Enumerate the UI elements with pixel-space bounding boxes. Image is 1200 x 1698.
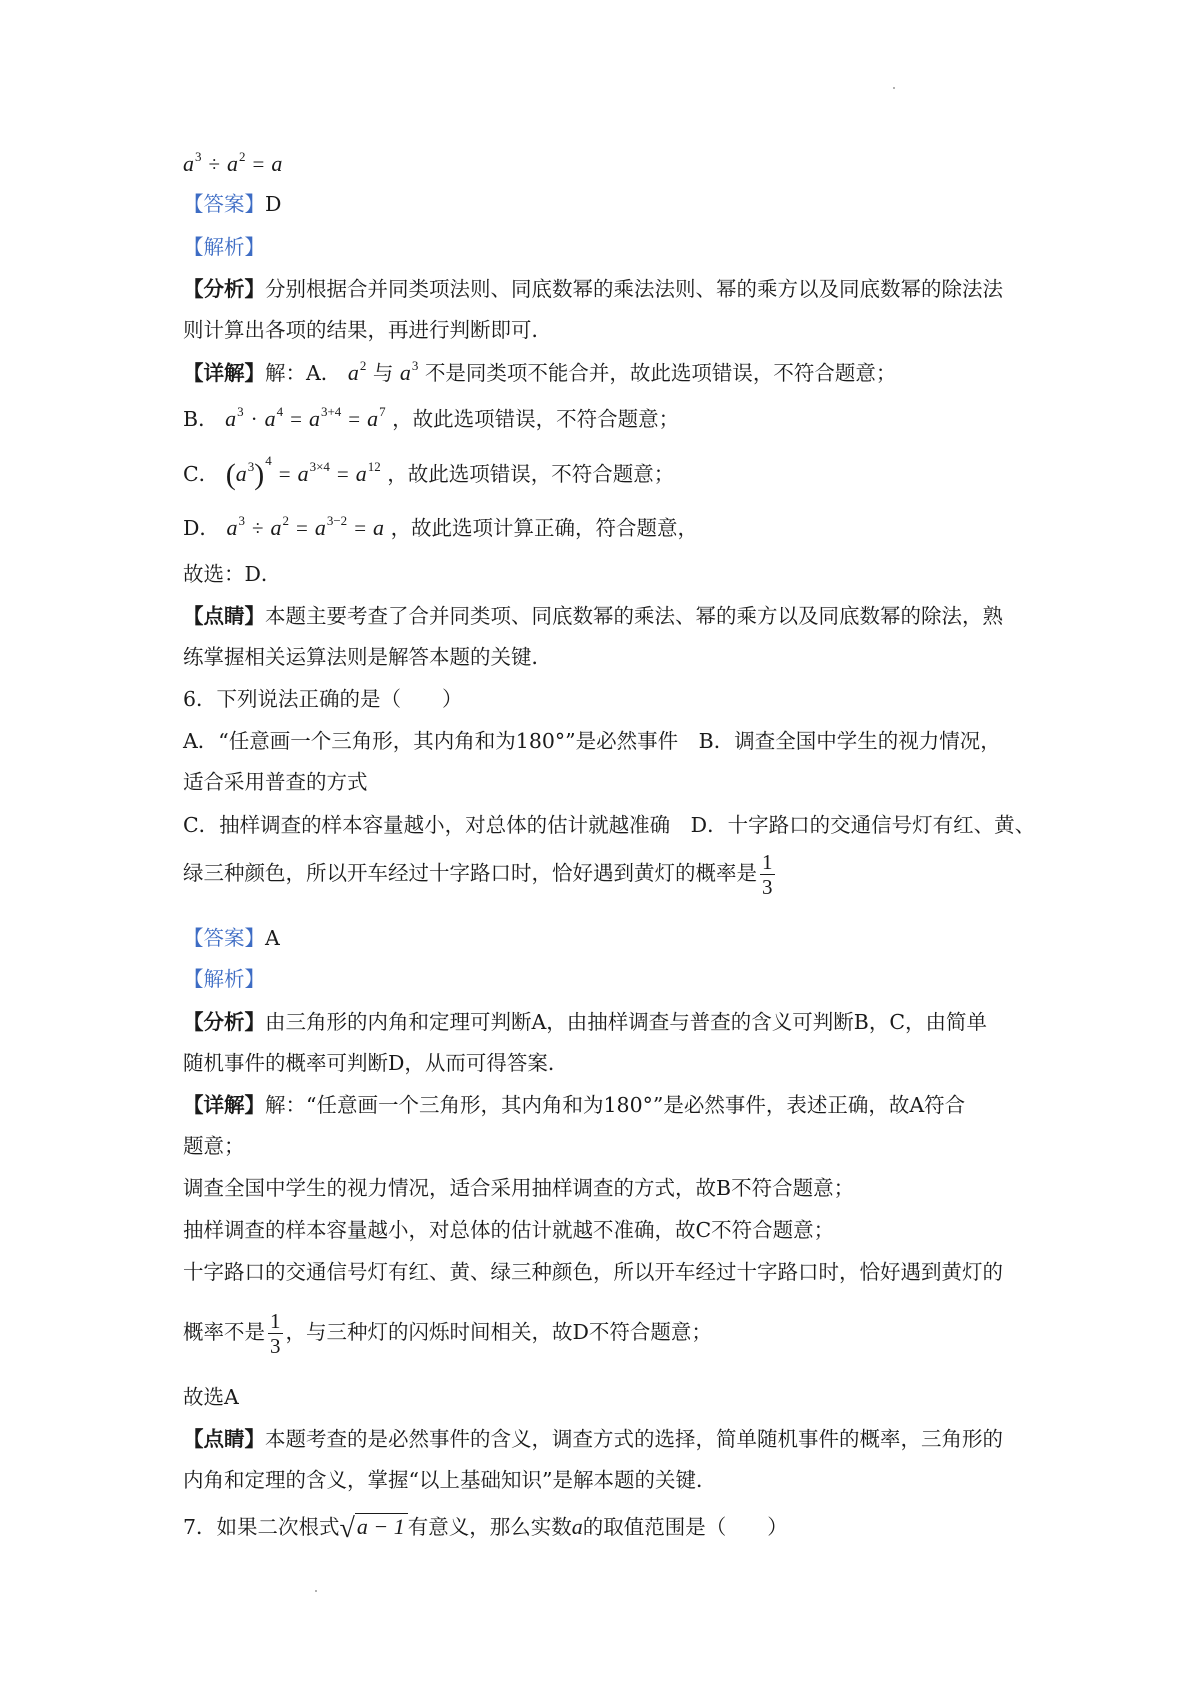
jiexi-tag: 【解析】 bbox=[183, 235, 265, 259]
q6-comment-2: 内角和定理的含义，掌握“以上基础知识”是解本题的关键． bbox=[183, 1468, 717, 1492]
q6-answer-line: 【答案】A bbox=[183, 926, 280, 950]
answer-line bbox=[183, 190, 281, 218]
q6-analysis-1: 【分析】由三角形的内角和定理可判断A，由抽样调查与普查的含义可判断B，C，由简单 bbox=[183, 1010, 988, 1034]
q6-option-d-cont: 绿三种颜色，所以开车经过十字路口时，恰好遇到黄灯的概率是 $\frac{1}{3}$ bbox=[183, 850, 773, 899]
q6-option-a-b: A．“任意画一个三角形，其内角和为180°”是必然事件 B．调查全国中学生的视力情况， bbox=[183, 729, 1001, 753]
comment-line-2: 练掌握相关运算法则是解答本题的关键． bbox=[183, 645, 552, 669]
q6-jiexi-tag: 【解析】 bbox=[183, 967, 265, 991]
comment-line-1: 【点睛】本题主要考查了合并同类项、同底数幂的乘法、幂的乘方以及同底数幂的除法，熟 bbox=[183, 604, 1003, 628]
detail-b: B． $a^3 \cdot a^4 = a^{3+4} = a^7$ ，故此选项错误，不符合题意； bbox=[183, 404, 680, 431]
q6-detail-1: 【详解】解：“任意画一个三角形，其内角和为180°”是必然事件，表述正确，故A符合 bbox=[183, 1093, 966, 1117]
choose-line: 故选：D． bbox=[183, 562, 282, 586]
analysis-line-1: 【分析】分别根据合并同类项法则、同底数幂的乘法法则、幂的乘方以及同底数幂的除法法 bbox=[183, 277, 1003, 301]
q6-choose: 故选A bbox=[183, 1385, 239, 1409]
q6-stem: 6．下列说法正确的是（ ） bbox=[183, 687, 463, 711]
analysis-line-2: 则计算出各项的结果，再进行判断即可． bbox=[183, 318, 552, 342]
fraction-one-third-2: $\frac{1}{3}$ bbox=[270, 1309, 281, 1358]
detail-a: 【详解】解：A． $a^2$ 与 $a^3$ 不是同类项不能合并，故此选项错误，不符合题意； bbox=[183, 358, 897, 385]
scan-dot-bottom bbox=[315, 1590, 317, 1592]
q6-detail-3: 调查全国中学生的视力情况，适合采用抽样调查的方式，故B不符合题意； bbox=[183, 1176, 855, 1200]
q6-option-b-cont: 适合采用普查的方式 bbox=[183, 770, 368, 794]
q6-detail-5: 十字路口的交通信号灯有红、黄、绿三种颜色，所以开车经过十字路口时，恰好遇到黄灯的 bbox=[183, 1260, 1003, 1284]
square-root: √a − 1 bbox=[340, 1512, 408, 1541]
fraction-one-third: $\frac{1}{3}$ bbox=[762, 850, 773, 899]
q7-stem: 7．如果二次根式√a − 1 有意义，那么实数a的取值范围是（ ） bbox=[183, 1513, 788, 1544]
q6-analysis-2: 随机事件的概率可判断D，从而可得答案． bbox=[183, 1051, 569, 1075]
q6-detail-4: 抽样调查的样本容量越小，对总体的估计就越不准确，故C不符合题意； bbox=[183, 1218, 835, 1242]
answer-tag: 【答案】 bbox=[183, 192, 265, 216]
answer-value: D bbox=[265, 192, 282, 216]
q6-comment-1: 【点睛】本题考查的是必然事件的含义，调查方式的选择，简单随机事件的概率，三角形的 bbox=[183, 1427, 1003, 1451]
option-d-formula: $a^3 \div a^2 = a$ bbox=[183, 149, 283, 176]
scan-dot-top bbox=[893, 87, 895, 89]
detail-c: C． $(a^3)^4= a^{3\times 4} = a^{12}$ ，故此选项错误，不符合题意； bbox=[183, 453, 675, 491]
detail-d: D． $a^3 \div a^2 = a^{3-2} = a$ ，故此选项计算正确，符合题意， bbox=[183, 513, 699, 540]
q6-option-c-d: C．抽样调查的样本容量越小，对总体的估计就越准确 D．十字路口的交通信号灯有红、黄、 bbox=[183, 813, 1036, 837]
q6-detail-6: 概率不是 $\frac{1}{3}$ ，与三种灯的闪烁时间相关，故D不符合题意； bbox=[183, 1309, 712, 1358]
q6-detail-2: 题意； bbox=[183, 1134, 245, 1158]
